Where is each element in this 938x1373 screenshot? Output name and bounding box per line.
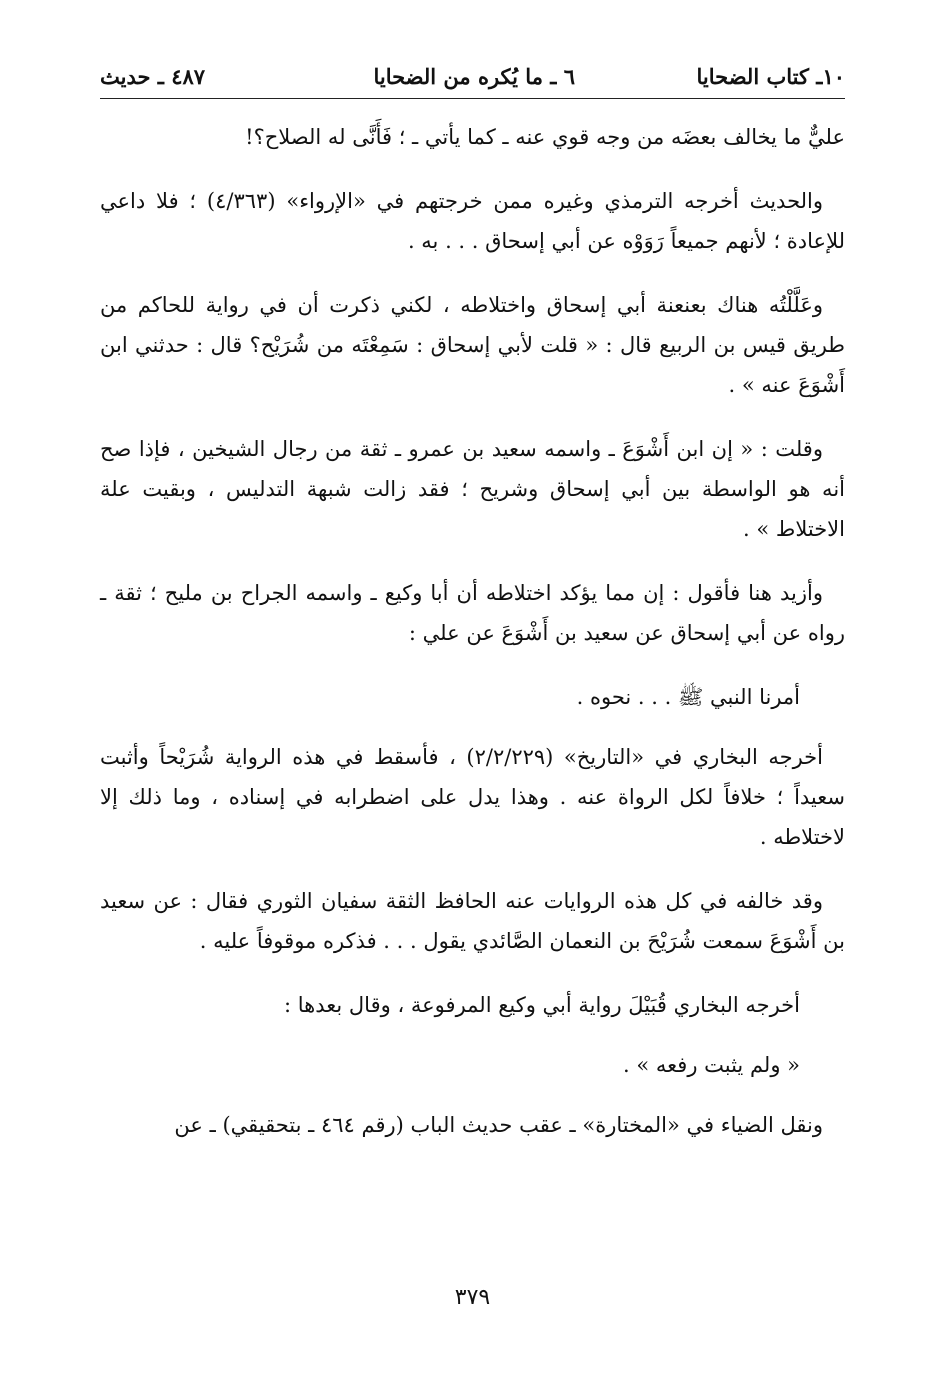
paragraph: عليٌّ ما يخالف بعضَه من وجه قوي عنه ـ كما يأتي ـ ؛ فَأَنَّى له الصلاح؟! [245, 125, 845, 149]
paragraph: ونقل الضياء في «المختارة» ـ عقب حديث الباب (رقم ٤٦٤ ـ بتحقيقي) ـ عن [174, 1113, 823, 1137]
paragraph: أخرجه البخاري قُبَيْلَ رواية أبي وكيع المرفوعة ، وقال بعدها : [284, 993, 800, 1017]
running-header [100, 60, 845, 99]
page-number: ٣٧٩ [454, 1285, 491, 1310]
paragraph: وقد خالفه في كل هذه الروايات عنه الحافظ الثقة سفيان الثوري فقال : عن سعيد بن أَشْوَعَ سمعت شُرَيْحَ بن النعمان الصَّائدي يقول . . . فذكره موقوفاً عليه . [100, 889, 845, 953]
paragraph: وعَلَّلْتُه هناك بعنعنة أبي إسحاق واختلاطه ، لكني ذكرت أن في رواية للحاكم من طريق قيس بن الربيع قال : « قلت لأبي إسحاق : سَمِعْتَه من شُرَيْح؟ قال : حدثني ابن أَشْوَعَ عنه » . [100, 293, 845, 397]
header-book-title: ١٠ـ كتاب الضحايا [696, 64, 845, 89]
paragraph: وقلت : « إن ابن أَشْوَعَ ـ واسمه سعيد بن عمرو ـ ثقة من رجال الشيخين ، فإذا صح أنه هو الواسطة بين أبي إسحاق وشريح ؛ فقد زالت شبهة التدليس ، وبقيت علة الاختلاط » . [100, 437, 845, 541]
paragraph: وأزيد هنا فأقول : إن مما يؤكد اختلاطه أن أبا وكيع ـ واسمه الجراح بن مليح ؛ ثقة ـ رواه عن أبي إسحاق عن سعيد بن أَشْوَعَ عن علي : [100, 581, 845, 645]
quoted-hadith: أمرنا النبي ﷺ . . . نحوه . [576, 685, 800, 709]
header-hadith-number: ٤٨٧ ـ حديث [100, 64, 206, 89]
book-page [100, 60, 845, 1310]
header-chapter-title: ٦ ـ ما يُكره من الضحايا [373, 64, 575, 89]
paragraph: والحديث أخرجه الترمذي وغيره ممن خرجتهم في «الإرواء» (٤/٣٦٣) ؛ فلا داعي للإعادة ؛ لأنهم جميعاً رَوَوْه عن أبي إسحاق . . . به . [100, 189, 845, 253]
quoted-statement: « ولم يثبت رفعه » . [623, 1053, 800, 1077]
body-text [100, 117, 845, 1145]
paragraph: أخرجه البخاري في «التاريخ» (٢/٢/٢٢٩) ، فأسقط في هذه الرواية شُرَيْحاً وأثبت سعيداً ؛ خلافاً لكل الرواة عنه . وهذا يدل على اضطرابه في إسناده ، وما ذلك إلا لاختلاطه . [100, 745, 845, 849]
